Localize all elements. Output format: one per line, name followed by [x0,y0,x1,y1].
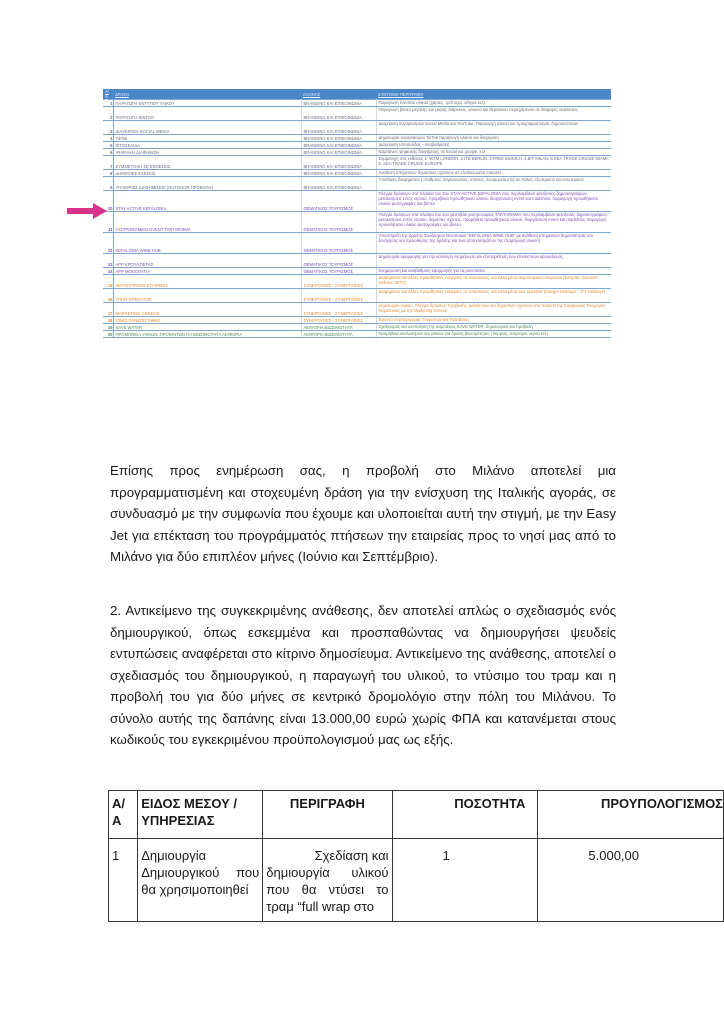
row-number: 20 [103,331,113,338]
action-plan-row [103,324,611,331]
budget-table-header-row [109,791,724,839]
row-action-name: ΠΡΟΜΗΘΕΙΑ ΥΛΙΚΩΝ, ΠΡΟΪΟΝΤΩΝ ΓΙΑ ΒΙΩΣΙΜΟΤΗΤΑ ΑΕΙΦΟΡΙΑ [113,331,301,338]
row-axis: ΘΕΜΑΤΙΚΟΣ ΤΟΥΡΙΣΜΟΣ [301,191,376,212]
action-plan-table [103,89,611,338]
action-plan-row [103,191,611,212]
row-description: Συμμετοχή στις εκθέσεις 1. WTM LONDON, 2.ITB BERLIN, 3.FREE MUNICH, 4.BIT MILAN, 5.SEA TRADE CRUISE MIAMI, 6. SEA TRADE CRUISE EUROPE [376,156,611,170]
row-number: 3 [103,121,113,135]
action-plan-row [103,317,611,324]
row-description: Διαφημίσεις και άλλες προωθητικές ενέργειες σε αποσκευές, και άλλα μέσα tour operator (Easyjet Holidays , JT2 Holidays) [376,289,611,303]
row-action-name: MARKETING GREECE [113,303,301,317]
embedded-action-plan-table-image [103,89,611,396]
budget-header-quantity: ΠΟΣΟΤΗΤΑ [392,791,538,839]
row-axis: ΘΕΜΑΤΙΚΟΣ ΤΟΥΡΙΣΜΟΣ [301,254,376,268]
arrow-shape [67,203,107,219]
budget-header-type: ΕΙΔΟΣ ΜΕΣΟΥ / ΥΠΗΡΕΣΙΑΣ [138,791,263,839]
row-action-name: ΔΙΑΧΕΙΡΙΣΗ SOCIAL MEDIA [113,121,301,135]
row-action-name: APP ΚΡΟΥΑΖΙΕΡΑΣ [113,254,301,268]
action-plan-header-row [103,89,611,100]
row-axis: ΘΕΜΑΤΙΚΟΣ ΤΟΥΡΙΣΜΟΣ [301,268,376,275]
row-number: 9 [103,177,113,191]
budget-cell-quantity: 1 [392,839,538,922]
row-description: Ανάθεση υπηρεσιών δημοσίων σχέσεων σε εξειδικευμένη εταιρεία [376,170,611,177]
budget-cell-type: Δημιουργία Δημιουργικού που θα χρησιμοποιηθεί [138,839,263,922]
row-axis: BRANDING ΚΑΙ ΕΠΙΚΟΙΝΩΝΙΑ [301,107,376,121]
row-number: 2 [103,107,113,121]
row-number: 13 [103,254,113,268]
action-plan-row [103,331,611,338]
action-plan-row [103,170,611,177]
budget-table [108,790,724,922]
action-plan-body [103,100,611,338]
row-axis: ΣΥΝΕΡΓΑΣΙΕΣ - ΣΥΝΕΡΓΑΣΙΕΣ [301,289,376,303]
action-plan-row [103,212,611,233]
row-description: Παραγωγή βίντεο μεγάλης και μικρής διάρκειας, γενικού και θεματικού περιεχόμενου σε διάφορες αναλύσεις [376,107,611,121]
row-description: Δημιουργία υλικού, πλέγμα δράσεων προβολής, φιλοξενιών και δημοσίων σχέσεων στα πλαίσια της Συμφωνίας Τουρισμού Κεφαλονιάς με την Marketing Greece [376,303,611,317]
action-plan-row [103,149,611,156]
budget-cell-description [263,839,392,922]
row-number: 18 [103,317,113,324]
row-axis: BRANDING ΚΑΙ ΕΠΙΚΟΙΝΩΝΙΑ [301,142,376,149]
row-action-name: ΙΣΤΟΣΕΛΙΔΑ [113,142,301,149]
row-action-name: ΓΑΣΤΡΟΝΟΜΙΚΟ EVENT TARTARISMA [113,212,301,233]
row-axis: ΣΥΝΕΡΓΑΣΙΕΣ - ΣΥΝΕΡΓΑΣΙΕΣ [301,303,376,317]
action-plan-row [103,268,611,275]
description-rest: δημιουργία υλικού που θα ντύσει το τραμ “full wrap στο [266,865,389,914]
row-description: Πλέγμα δράσεων στα πλαίσια του 3ου STAY ACTIVE KEFALONIA που περιλαμβάνει φιλοξενίες δημοσιογράφων, μετακινήσεις εντός νησιού, προμήθεια προωθητικού υλικού, διοργάνωση event και roadshow, παραγωγή προωθητικού υλικού φωτογραφίες και βίντεο [376,191,611,212]
row-number: 5 [103,142,113,149]
action-plan-row [103,156,611,170]
row-action-name: ΨΗΦΙΑΚΗ ΔΙΑΦΗΜΙΣΗ [113,149,301,156]
action-plan-row [103,233,611,254]
row-axis: BRANDING ΚΑΙ ΕΠΙΚΟΙΝΩΝΙΑ [301,135,376,142]
action-plan-row [103,177,611,191]
row-axis: BRANDING ΚΑΙ ΕΠΙΚΟΙΝΩΝΙΑ [301,121,376,135]
row-number: 17 [103,303,113,317]
row-number: 10 [103,191,113,212]
row-action-name: TOUR OPERATOR [113,289,301,303]
action-plan-row [103,254,611,268]
row-number: 15 [103,275,113,289]
row-action-name: ΣΥΜΜΕΤΟΧΗ ΣΕ ΕΚΘΕΣΕΙΣ [113,156,301,170]
row-action-name: STAY ACTIVE KEFALONIA [113,191,301,212]
row-number: 14 [103,268,113,275]
budget-cell-aa: 1 [109,839,138,922]
action-plan-row [103,142,611,149]
budget-header-budget: ΠΡΟΥΠΟΛΟΓΙΣΜΟΣ [538,791,724,839]
row-description: Υπαίθριες διαφημίσεις ( σταθμούς συγκοινωνίας, στάσεις, λεωφορεία,κτλ) σε πόλεις εξωτερικού και εσωτερικού [376,177,611,191]
row-action-name: ΥΠΑΙΘΡΙΕΣ ΔΙΑΦΗΜΙΣΕΙΣ (OUTDOOR ΠΡΟΒΟΛΗ) [113,177,301,191]
row-action-name: ΠΑΡΑΓΩΓΗ ΒΙΝΤΕΟ [113,107,301,121]
row-description: Σχεδιασμός και υλοποίηση της καμπάνιας SAVE WATER, δημιουργικό και προβολή [376,324,611,331]
row-axis: BRANDING ΚΑΙ ΕΠΙΚΟΙΝΩΝΙΑ [301,177,376,191]
paragraph-assignment-object: 2. Αντικείμενο της συγκεκριμένης ανάθεσης, δεν αποτελεί απλώς ο σχεδιασμός ενός δημιουργικού, όπως εσκεμμένα και προσπαθώντας να δημιουργήσει ψευδείς εντυπώσεις αναφέρεται στο κίτρινο δημοσίευμα. Αντικείμενο της ανάθεσης, αποτελεί ο σχεδιασμός του δημιουργικού, η παραγωγή του υλικού, το ντύσιμο του τραμ και η προβολή του για δύο μήνες σε κεντρικό δρομολόγιο στην πόλη του Μιλάνου. Το σύνολο αυτής της δαπάνης είναι 13.000,00 ευρώ χωρίς ΦΠΑ και κατανέμεται στους κωδικούς του εγκεκριμένου προϋπολογισμού μας ως εξής. [110,603,616,747]
header-axis: ΑΞΟΝΑΣ [301,89,376,100]
budget-table-row [109,839,724,922]
row-action-name: ΙΟΝΙΟ ΠΑΝΕΠΙΣΤΗΜΙΟ [113,317,301,324]
header-action: ΔΡΑΣΗ [113,89,301,100]
row-axis: ΘΕΜΑΤΙΚΟΣ ΤΟΥΡΙΣΜΟΣ [301,212,376,233]
row-number: 19 [103,324,113,331]
paragraph-milan-promotion: Επίσης προς ενημέρωση σας, η προβολή στο Μιλάνο αποτελεί μια προγραμματισμένη και στοχευμένη δράση για την ενίσχυση της Ιταλικής αγοράς, σε συνδυασμό με την συμφωνία που έχουμε και υλοποιείται αυτή την στιγμή, με την Easy Jet για επέκταση του προγράμματός πτήσεων την εταιρείας προς το νησί μας από το Μιλάνο για δύο επιπλέον μήνες (Ιούνιο και Σεπτέμβριο). [110,463,616,564]
row-action-name: ΔΗΜΟΣΙΕΣ ΣΧΕΣΕΙΣ [113,170,301,177]
row-description: Διαχείριση Ιστοσελίδας - Αναβαθμίσεις [376,142,611,149]
row-action-name: KEFALONIA WINE HUB [113,233,301,254]
action-plan-row [103,107,611,121]
row-description: Καμπάνιες ψηφιακής διαφήμισης σε social και google, κτλ [376,149,611,156]
header-aa: Α/Α [103,89,113,100]
row-number: 4 [103,135,113,142]
row-axis: ΑΕΙΦΟΡΙΑ ΒΙΩΣΙΜΟΤΗΤΑ [301,331,376,338]
action-plan-row [103,135,611,142]
row-axis: BRANDING ΚΑΙ ΕΠΙΚΟΙΝΩΝΙΑ [301,149,376,156]
action-plan-row [103,275,611,289]
row-number: 6 [103,149,113,156]
row-number: 12 [103,233,113,254]
row-axis: BRANDING ΚΑΙ ΕΠΙΚΟΙΝΩΝΙΑ [301,170,376,177]
action-plan-row [103,100,611,107]
action-plan-row [103,303,611,317]
pink-arrow-icon [67,203,107,219]
row-number: 11 [103,212,113,233]
budget-header-description: ΠΕΡΙΓΡΑΦΗ [263,791,392,839]
row-description: Διαφημίσεις και άλλες προωθητικές ενέργειες σε αποσκευές, και άλλα μέσα αεροπορικών εταιρειών (EasyJet, Discover Airlines, JET2) [376,275,611,289]
row-axis: BRANDING ΚΑΙ ΕΠΙΚΟΙΝΩΝΙΑ [301,156,376,170]
row-action-name: SAVE WATER [113,324,301,331]
row-axis: ΑΕΙΦΟΡΙΑ ΒΙΩΣΙΜΟΤΗΤΑ [301,324,376,331]
row-axis: BRANDING ΚΑΙ ΕΠΙΚΟΙΝΩΝΙΑ [301,100,376,107]
row-description: Διαχείριση λογαριασμών Social Media και YouTube, Παραγωγή υλικού και προγραμματισμός δημοσιεύσεων [376,121,611,135]
budget-cell-budget: 5.000,00 [538,839,724,922]
row-description: Παραγωγή έντυπου υλικού (χάρτες, τρίπτυχα, οδηγοί κτλ) [376,100,611,107]
row-description: Προμήθεια αναλωσίμων και υλικών για δράση βιωσιμότητας ( θερμοίς, παγούρια νερού κτλ) [376,331,611,338]
row-number: 8 [103,170,113,177]
header-description: ΣΥΝΤΟΜΗ ΠΕΡΙΓΡΑΦΗ [376,89,611,100]
row-number: 1 [103,100,113,107]
row-description: Πλέγμα δράσεων στα πλαίσια του 2ου φεστιβάλ γαστρονομίας TARTARISMA που περιλαμβάνει φιλοξενίες δημοσιογράφων, μετακινήσεις εντός νησιού, δημόσιες σχέσεις, προμήθεια προωθητικού υλικού, διοργάνωση event και roadshow, παραγωγή προωθητικού υλικού φωτογραφίες και βίντεο [376,212,611,233]
row-action-name: ΑΕΡΟΠΟΡΙΚΕΣ ΕΤΑΙΡΕΙΕΣ [113,275,301,289]
row-axis: ΘΕΜΑΤΙΚΟΣ ΤΟΥΡΙΣΜΟΣ [301,233,376,254]
row-description: Υποστήριξη της δράσης Συνδέσμου Οινοποιών "KEFALONIA WINE HUB" με ανάθεση υπηρεσιών δημοσιότητας και ξενάγησης και προώθησης της δράσης και των αποτελεσμάτων της (παραγωγή υλικού) [376,233,611,254]
description-first-line: Σχεδίαση και [314,848,389,863]
row-description: Δημιουργία λογαριασμού TikTok παραγωγή υλικού και διαχείριση [376,135,611,142]
row-number: 7 [103,156,113,170]
row-axis: ΣΥΝΕΡΓΑΣΙΕΣ - ΣΥΝΕΡΓΑΣΙΕΣ [301,317,376,324]
row-description: Ενημέρωση και αναβάθμιση εφαρμογής για τα μονοπάτια [376,268,611,275]
action-plan-row [103,289,611,303]
row-action-name: TikTok [113,135,301,142]
row-description: Δημιουργία εφαρμογής για την καλύτερη ενημέρωση και εξυπηρέτηση των επισκεπτών κρουαζιέρας [376,254,611,268]
row-action-name: APP ΜΟΝΟΠΑΤΙΑ [113,268,301,275]
row-action-name: ΠΑΡΑΓΩΓΗ ΕΝΤΥΠΟΥ ΥΛΙΚΟΥ [113,100,301,107]
action-plan-row [103,121,611,135]
row-number: 16 [103,289,113,303]
row-axis: ΣΥΝΕΡΓΑΣΙΕΣ - ΣΥΝΕΡΓΑΣΙΕΣ [301,275,376,289]
row-description: Έρευνα συμπεριφοράς Τουριστών και Προτάσεις [376,317,611,324]
budget-header-aa: Α/Α [109,791,138,839]
